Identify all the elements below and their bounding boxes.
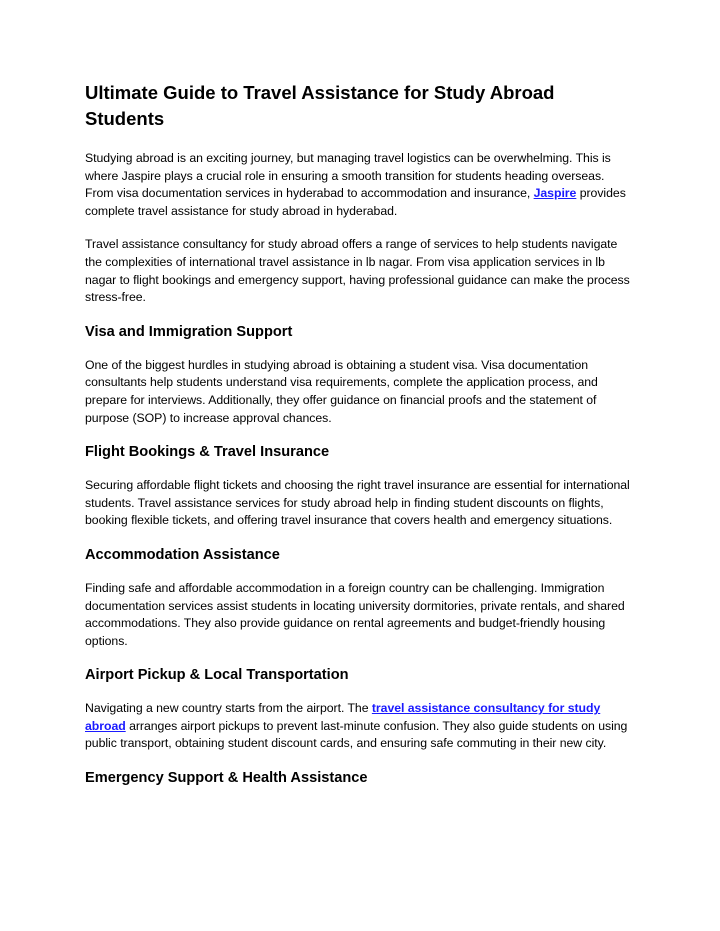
page-title: Ultimate Guide to Travel Assistance for Study Abroad Students <box>85 82 555 129</box>
section-heading-visa: Visa and Immigration Support <box>85 323 293 340</box>
section-body-flights: Securing affordable flight tickets and choosing the right travel insurance are essential for international students. Travel assistance services for study abroad help in finding student discounts on flights, booking flexible tickets, and offering travel insurance that covers health and emergency situations. <box>85 478 630 528</box>
section-body-visa: One of the biggest hurdles in studying abroad is obtaining a student visa. Visa documentation consultants help students understand visa requirements, complete the application process, and prepare for interviews. Additionally, they offer guidance on financial proofs and the statement of purpose (SOP) to increase approval chances. <box>85 357 598 425</box>
travel-assistance-consultancy-link[interactable]: travel assistance consultancy for study abroad <box>85 701 601 733</box>
section-body-airport <box>85 700 630 753</box>
section-heading-accommodation: Accommodation Assistance <box>85 546 280 563</box>
airport-text-before: Navigating a new country starts from the airport. The <box>85 701 372 716</box>
section-heading-flights: Flight Bookings & Travel Insurance <box>85 444 330 461</box>
section-heading-airport: Airport Pickup & Local Transportation <box>85 667 349 684</box>
document-page <box>85 80 630 803</box>
airport-text-after: arranges airport pickups to prevent last-minute confusion. They also guide students on using public transport, obtaining student discount cards, and ensuring safe commuting in their new city. <box>85 718 628 751</box>
section-body-accommodation: Finding safe and affordable accommodation in a foreign country can be challenging. Immigration documentation services assist students in locating university dormitories, private rentals, and shared accommodations. They also provide guidance on rental agreements and budget-friendly housing options. <box>85 580 625 648</box>
intro-text-after: provides complete travel assistance for study abroad in hyderabad. <box>85 186 626 218</box>
section-heading-emergency: Emergency Support & Health Assistance <box>85 770 368 787</box>
intro-paragraph-1 <box>85 150 630 220</box>
intro-paragraph-2: Travel assistance consultancy for study abroad offers a range of services to help students navigate the complexities of international travel assistance in lb nagar. From visa application services in lb nagar to flight bookings and emergency support, having professional guidance can make the process stress-free. <box>85 237 630 305</box>
intro-text: Studying abroad is an exciting journey, but managing travel logistics can be overwhelming. This is where Jaspire plays a crucial role in ensuring a smooth transition for students heading overseas. From visa documentation services in hyderabad to accommodation and insurance, <box>85 151 611 201</box>
jaspire-link[interactable]: Jaspire <box>533 186 577 201</box>
